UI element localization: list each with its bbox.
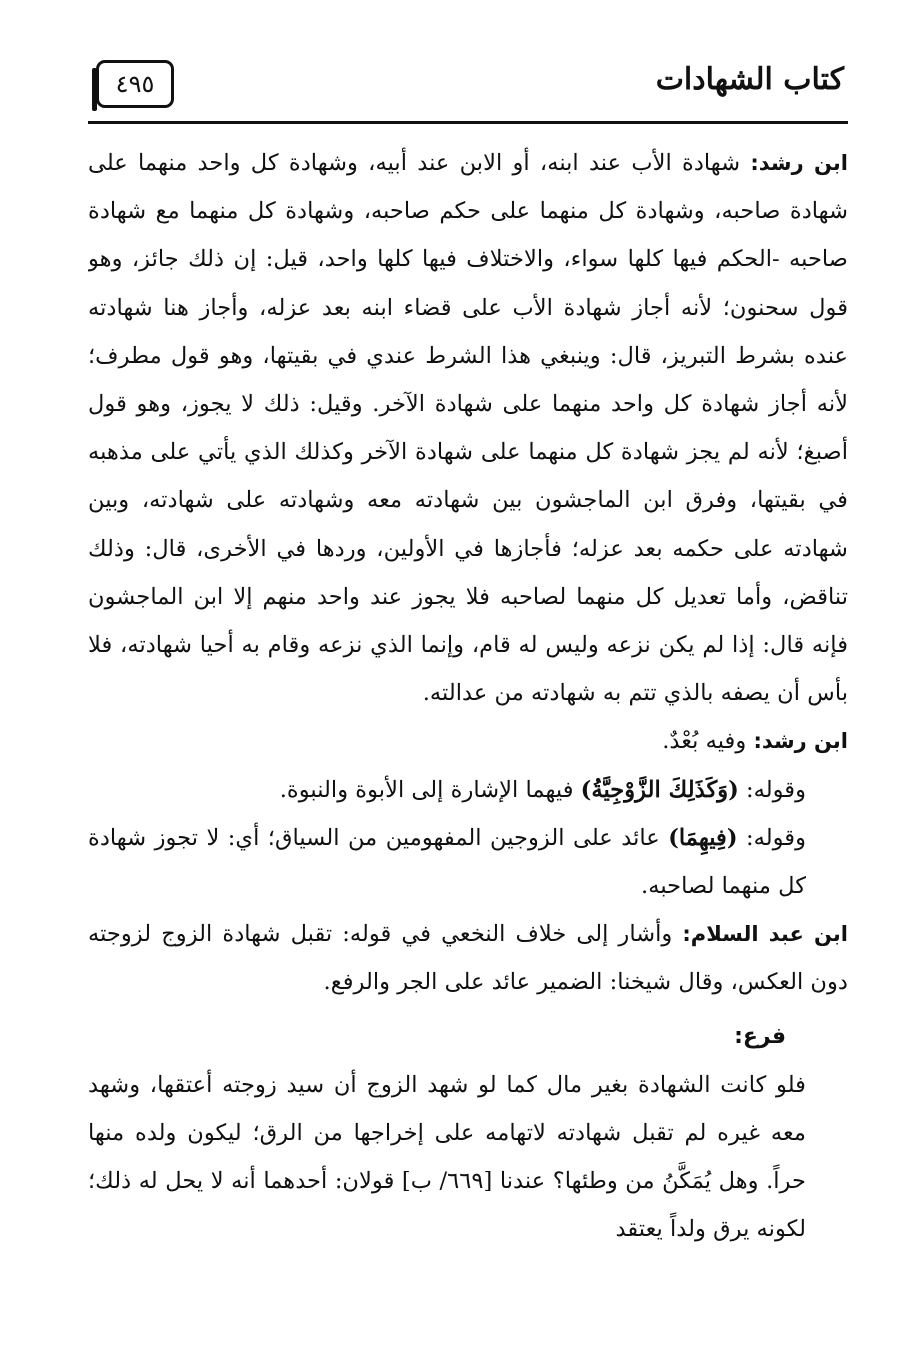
speaker-label: ابن رشد: <box>750 151 848 175</box>
section-heading: فرع: <box>734 1023 786 1049</box>
quote-prefix: وقوله: <box>738 776 806 803</box>
speaker-label: ابن عبد السلام: <box>682 922 848 947</box>
book-title: كتاب الشهادات <box>655 62 844 97</box>
page-number: ٤٩٥ <box>115 70 155 98</box>
paragraph-ibn-abd-al-salam <box>88 910 848 1006</box>
book-page <box>88 52 848 1342</box>
quoted-term: (وَكَذَلِكَ الزَّوْجِيَّةُ) <box>580 776 739 803</box>
paragraph-text: عائد على الزوجين المفهومين من السياق؛ أي: لا تجوز شهادة كل منهما لصاحبه. <box>88 824 806 900</box>
quoted-term: (فِيهِمَا) <box>668 824 738 851</box>
paragraph-text: فيهما الإشارة إلى الأبوة والنبوة. <box>279 776 581 803</box>
page-header <box>88 52 848 124</box>
paragraph-ibn-rushd-note <box>88 717 848 765</box>
paragraph-zawjiyya <box>88 766 848 814</box>
quote-prefix: وقوله: <box>737 824 806 851</box>
page-content <box>88 124 848 1253</box>
paragraph-far: فلو كانت الشهادة بغير مال كما لو شهد الزوج أن سيد زوجته أعتقها، وشهد معه غيره لم تقبل شهادته لاتهامه على إخراجها من الرق؛ ليكون ولده منها حراً. وهل يُمَكَّنُ من وطئها؟ عندنا [٦٦٩/ ب] قولان: أحدهما أنه لا يحل له ذلك؛ لكونه يرق ولداً يعتقد <box>88 1071 806 1243</box>
page-number-box <box>96 60 174 108</box>
paragraph-fihima <box>88 814 848 910</box>
speaker-label: ابن رشد: <box>753 729 848 754</box>
paragraph-text: وأشار إلى خلاف النخعي في قوله: تقبل شهادة الزوج لزوجته دون العكس، وقال شيخنا: الضمير عائد على الجر والرفع. <box>88 921 848 996</box>
paragraph-text: وفيه بُعْدٌ. <box>662 728 754 755</box>
paragraph-text: شهادة الأب عند ابنه، أو الابن عند أبيه، وشهادة كل واحد منهما على شهادة صاحبه، وشهادة كل منهما على حكم صاحبه، وشهادة كل منهما مع شهادة صاحبه -الحكم فيها كلها سواء، والاختلاف فيها كلها واحد، قيل: إن ذلك جائز، وهو قول سحنون؛ لأنه أجاز شهادة الأب على قضاء ابنه بعد عزله، وأجاز هنا شهادته عنده بشرط التبريز، قال: وينبغي هذا الشرط عندي في بقيتها، وهو قول مطرف؛ لأنه أجاز شهادة كل واحد منهما على شهادة الآخر. وقيل: ذلك لا يجوز، وهو قول أصبغ؛ لأنه لم يجز شهادة كل منهما على شهادة الآخر وكذلك الذي يأتي على مذهبه في بقيتها، وفرق ابن الماجشون بين شهادته معه وشهادته على شهادته، وبين شهادته على حكمه بعد عزله؛ فأجازها في الأولين، وردها في الأخرى، قال: وذلك تناقض، وأما تعديل كل منهما لصاحبه فلا يجوز عند واحد منهم إلا ابن الماجشون فإنه قال: إذا لم يكن نزعه وليس له قام، وإنما الذي نزعه وقام به أحيا شهادته، فلا بأس أن يصفه بالذي تتم به شهادته من عدالته. <box>88 150 848 707</box>
paragraph-ibn-rushd-main <box>88 139 848 717</box>
